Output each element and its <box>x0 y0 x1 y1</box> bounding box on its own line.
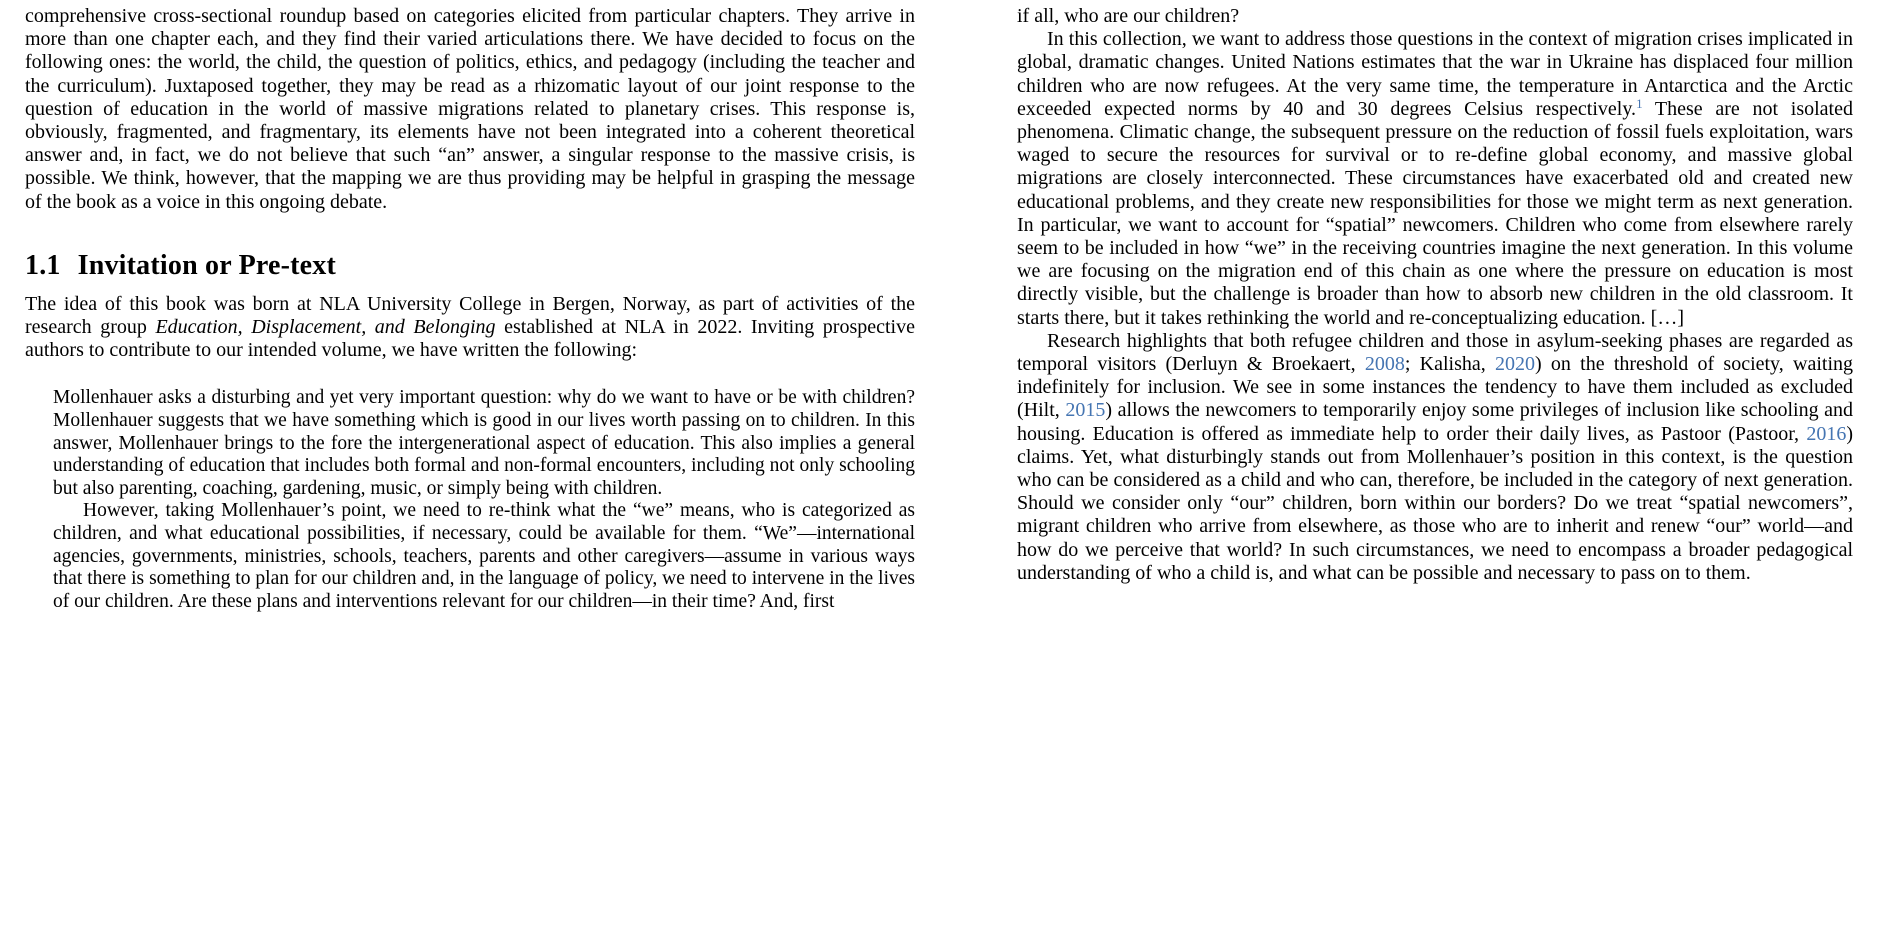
paragraph-collection <box>1017 28 1853 330</box>
text-run: ; Kalisha, <box>1404 353 1495 376</box>
right-column <box>1017 5 1853 613</box>
text-run: These are not isolated phenomena. Climatic change, the subsequent pressure on the reduction of fossil fuels exploitation, wars waged to secure the resources for survival or to re-define global economy, and massive global migrations are closely interconnected. These circumstances have exacerbated old and created new educational problems, and they create new responsibilities for those we might term as next generation. In particular, we want to account for “spatial” newcomers. Children who come from elsewhere rarely seem to be included in how “we” in the receiving countries imagine the next generation. In this volume we are focusing on the migration end of this chain as one where the pressure on education is most directly visible, but the challenge is broader than how to absorb new children in the old classroom. It starts there, but it takes rethinking the world and re-conceptualizing education. […] <box>1017 97 1853 329</box>
text-run: ) allows the newcomers to temporarily enjoy some privileges of inclusion like schooling and housing. Education is offered as immediate help to order their daily lives, as Pastoor (Pastoor, <box>1017 399 1854 445</box>
text-run: comprehensive cross-sectional roundup based on categories elicited from particular chapters. They arrive in more than one chapter each, and they find their varied articulations there. We have decided to focus on the following ones: the world, the child, the question of politics, ethics, and pedagogy (including the teacher and the curriculum). Juxtaposed together, they may be read as a rhizomatic layout of our joint response to the question of education in the world of massive migrations related to planetary crises. This response is, obviously, fragmented, and fragmentary, its elements have not been integrated into a coherent theoretical answer and, in fact, we do not believe that such “an” answer, a singular response to the massive crisis, is possible. We think, however, that the mapping we are thus providing may be helpful in grasping the message of the book as a voice in this ongoing debate. <box>25 5 915 213</box>
text-run: In this collection, we want to address those questions in the context of migration crises implicated in global, dramatic changes. United Nations estimates that the war in Ukraine has displaced four million children who are now refugees. At the very same time, the temperature in Antarctica and the Arctic exceeded expected norms by 40 and 30 degrees Celsius respectively. <box>1017 28 1853 120</box>
text-run: ) claims. Yet, what disturbingly stands out from Mollenhauer’s position in this context, is the question who can be considered as a child and who can, therefore, be included in the category of next generation. Should we consider only “our” children, born within our borders? Do we treat “spatial newcomers”, migrant children who arrive from elsewhere, as those who are to inherit and renew “our” world—and how do we perceive that world? In such circumstances, we need to encompass a broader pedagogical understanding of who a child is, and what can be possible and necessary to pass on to them. <box>1017 422 1853 584</box>
left-column <box>25 5 915 613</box>
text-run: established at NLA in 2022. Inviting prospective authors to contribute to our intended volume, we have written the following: <box>25 316 915 362</box>
text-run: if all, who are our children? <box>1017 5 1240 27</box>
citation-year-link[interactable]: 2008 <box>1364 353 1405 376</box>
text-run: Research highlights that both refugee children and those in asylum-seeking phases are regarded as temporal visitors (Derluyn & Broekaert, <box>1017 329 1853 376</box>
quote-paragraph-2 <box>53 500 915 613</box>
block-quote <box>53 387 915 613</box>
research-group-name-italic: Education, Displacement, and Belonging <box>155 316 496 339</box>
footnote-reference-link[interactable]: 1 <box>1636 95 1643 111</box>
section-title: Invitation or Pre-text <box>77 249 337 281</box>
quote-paragraph-1 <box>53 387 915 500</box>
citation-year-link[interactable]: 2016 <box>1806 422 1847 445</box>
text-run: However, taking Mollenhauer’s point, we need to re-think what the “we” means, who is categorized as children, and what educational possibilities, if necessary, could be available for them. “We”—international agencies, governments, ministries, schools, teachers, parents and other caregivers—assume in various ways that there is something to plan for our children and, in the language of policy, we need to intervene in the lives of our children. Are these plans and interventions relevant for our children—in their time? And, first <box>53 500 915 612</box>
text-run: Mollenhauer asks a disturbing and yet very important question: why do we want to have or be with children? Mollenhauer suggests that we have something which is good in our lives worth passing on to children. In this answer, Mollenhauer brings to the fore the intergenerational aspect of education. This also implies a general understanding of education that includes both formal and non-formal encounters, including not only schooling but also parenting, coaching, gardening, music, or simply being with children. <box>53 387 915 499</box>
paragraph-continuation <box>1017 5 1853 28</box>
section-number: 1.1 <box>25 249 61 281</box>
citation-year-link[interactable]: 2015 <box>1065 399 1106 422</box>
section-heading <box>25 250 915 282</box>
paragraph-roundup <box>25 5 915 214</box>
column-gap <box>915 5 1017 613</box>
paragraph-intro <box>25 293 915 363</box>
text-run: The idea of this book was born at NLA University College in Bergen, Norway, as part of activities of the research group <box>25 292 915 339</box>
text-run: ) on the threshold of society, waiting indefinitely for inclusion. We see in some instances the tendency to have them included as excluded (Hilt, <box>1017 353 1853 422</box>
citation-year-link[interactable]: 2020 <box>1494 353 1535 376</box>
paragraph-research <box>1017 330 1853 585</box>
